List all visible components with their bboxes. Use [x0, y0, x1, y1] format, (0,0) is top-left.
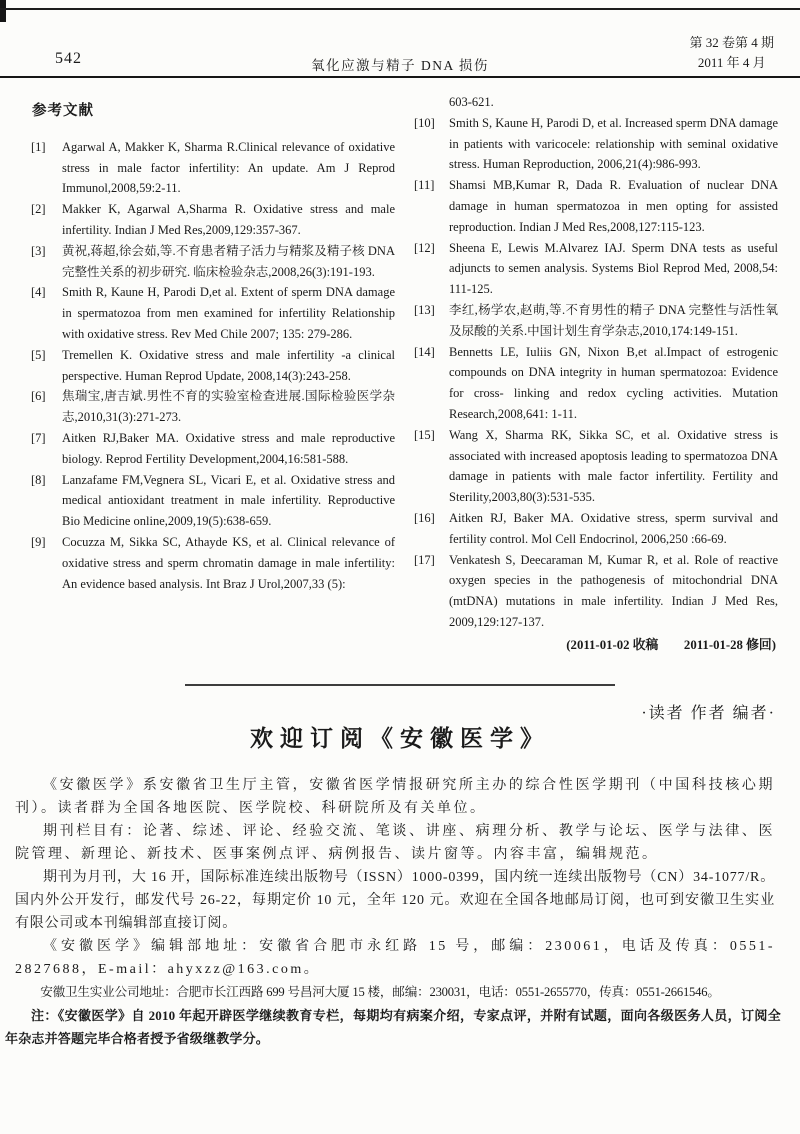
reference-text: Bennetts LE, Iuliis GN, Nixon B,et al.Impact of estrogenic compounds on DNA integrity in human spermatozoa: Evidence for cross- linking and redox cycling activities. Mutation Research,2008,641: 1-11.	[449, 344, 778, 421]
notice-paragraph: 注：《安徽医学》自 2010 年起开辟医学继续教育专栏，每期均有病案介绍，专家点评，并附有试题，面向各级医务人员，订阅全年杂志并答题完毕合格者授予省级继教学分。	[5, 1008, 781, 1046]
reference-number: [8]	[31, 472, 46, 487]
reference-text: Aitken RJ, Baker MA. Oxidative stress, sperm survival and fertility control. Mol Cell Endocrinol, 2006,250 :66-69.	[449, 510, 778, 546]
reference-item	[413, 550, 778, 633]
notice-paragraph: 期刊为月刊，大 16 开，国际标准连续出版物号（ISSN）1000-0399，国内统一连续出版物号（CN）34-1077/R。国内外公开发行，邮发代号 26-22，每期定价 10 元，全年 120 元。欢迎在全国各地邮局订阅，也可到安徽卫生实业有限公司或本刊编辑部直接订阅。	[15, 870, 775, 931]
reference-text: Venkatesh S, Deecaraman M, Kumar R, et al. Role of reactive oxygen species in the pathogenesis of mitochondrial DNA (mtDNA) mutations in male infertility. Indian J Med Res, 2009,129:127-137.	[449, 552, 778, 629]
reference-item	[413, 342, 778, 425]
header-rule	[0, 76, 800, 78]
reference-number: [2]	[31, 202, 46, 217]
notice-paragraph: 安徽卫生实业公司地址：合肥市长江西路 699 号昌河大厦 15 楼，邮编：230031，电话：0551-2655770，传真：0551-2661546。	[40, 985, 720, 999]
reference-text: Wang X, Sharma RK, Sikka SC, et al. Oxidative stress is associated with increased apoptosis leading to spermatozoa DNA damage in patients with male factor infertility. Fertility and Sterility,2003,80(3):531-535.	[449, 427, 778, 505]
reference-text: Smith S, Kaune H, Parodi D, et al. Increased sperm DNA damage in patients with varicocele: relationship with seminal oxidative stress. Human Reproduction, 2006,21(4):986-993.	[449, 115, 778, 172]
page-number: 542	[55, 50, 82, 67]
reference-number: [12]	[414, 240, 435, 255]
notice-body	[5, 774, 781, 1050]
reference-text: Aitken RJ,Baker MA. Oxidative stress and male reproductive biology. Reprod Fertility Development,2004,16:581-588.	[62, 430, 395, 466]
references-list-left	[30, 137, 395, 595]
reference-text: Tremellen K. Oxidative stress and male infertility -a clinical perspective. Human Reprod Update, 2008,14(3):243-258.	[62, 347, 395, 383]
reference-item	[30, 137, 395, 199]
reference-item	[30, 470, 395, 532]
reference-number: [17]	[414, 552, 435, 567]
reference-text: Smith R, Kaune H, Parodi D,et al. Extent of sperm DNA damage in spermatozoa from men examined for infertility Relationship with oxidative stress. Rev Med Chile 2007; 135: 279-286.	[62, 285, 395, 341]
reference-item	[30, 428, 395, 470]
reference-number: [4]	[31, 285, 46, 300]
references-list-right	[413, 92, 778, 633]
notice-paragraph: 《安徽医学》编辑部地址：安徽省合肥市永红路 15 号，邮编：230061，电话及传真：0551-2827688，E-mail：ahyxzz@163.com。	[15, 939, 775, 977]
reference-text: Lanzafame FM,Vegnera SL, Vicari E, et al. Oxidative stress and medical antioxidant treatment in male infertility. Reproductive Bio Medicine online,2009,19(5):638-659.	[62, 472, 395, 529]
issue-date: 2011 年 4 月	[697, 55, 766, 70]
references-left-column	[30, 92, 395, 656]
section-divider	[185, 684, 615, 686]
volume-issue: 第 32 卷第 4 期	[689, 35, 774, 50]
reference-text: Makker K, Agarwal A,Sharma R. Oxidative stress and male infertility. Indian J Med Res,2009,129:357-367.	[62, 202, 395, 237]
reference-text: Shamsi MB,Kumar R, Dada R. Evaluation of nuclear DNA damage in human spermatozoa in men opting for assisted reproduction. Indian J Med Res,2008,127:115-123.	[449, 178, 778, 234]
reference-item	[30, 282, 395, 344]
reference-item	[413, 113, 778, 175]
received-revised-note: (2011-01-02 收稿 2011-01-28 修回)	[566, 637, 776, 652]
reference-text: Cocuzza M, Sikka SC, Athayde KS, et al. Clinical relevance of oxidative stress and sperm chromatin damage in male infertility: An evidence based analysis. Int Braz J Urol,2007,33 (5):	[62, 534, 395, 591]
notice-paragraph: 《安徽医学》系安徽省卫生厅主管，安徽省医学情报研究所主办的综合性医学期刊（中国科技核心期刊）。读者群为全国各地医院、医学院校、科研院所及有关单位。	[15, 778, 775, 816]
reference-item	[413, 425, 778, 508]
reference-number: [9]	[31, 534, 46, 549]
reference-item	[413, 300, 778, 342]
reference-text: 李红,杨学农,赵萌,等.不育男性的精子 DNA 完整性与活性氧及尿酸的关系.中国计划生育学杂志,2010,174:149-151.	[449, 302, 778, 338]
reference-item	[413, 92, 778, 113]
reference-item	[413, 238, 778, 300]
reference-text: Sheena E, Lewis M.Alvarez IAJ. Sperm DNA tests as useful adjuncts to semen analysis. Systems Biol Reprod Med, 2008,54: 111-125.	[449, 240, 778, 297]
reference-number: [11]	[414, 178, 435, 193]
references-right-column	[413, 92, 778, 656]
reference-number: [1]	[31, 139, 46, 154]
reference-item	[30, 386, 395, 428]
top-rule	[0, 8, 800, 10]
reference-number: [13]	[414, 302, 435, 317]
reference-item	[30, 199, 395, 241]
reference-item	[30, 241, 395, 283]
references-heading: 参考文献	[32, 103, 94, 119]
reference-number: [5]	[31, 347, 46, 362]
reference-number: [7]	[31, 430, 46, 445]
reference-text: Agarwal A, Makker K, Sharma R.Clinical relevance of oxidative stress in male factor infertility: An update. Am J Reprod Immunol,2008,59:2-11.	[62, 139, 395, 196]
reference-text: 焦瑞宝,唐吉斌.男性不育的实验室检查进展.国际检验医学杂志,2010,31(3):271-273.	[62, 389, 395, 425]
reference-number: [15]	[414, 427, 435, 442]
reference-number: [14]	[414, 344, 435, 359]
column-label: ·读者 作者 编者·	[641, 705, 776, 722]
reference-item	[30, 345, 395, 387]
reference-text: 603-621.	[449, 95, 494, 109]
reference-number: [6]	[31, 389, 46, 404]
reference-item	[30, 532, 395, 594]
reference-item	[413, 175, 778, 237]
reference-number: [10]	[414, 115, 435, 130]
reference-number: [16]	[414, 510, 435, 525]
scan-artifact	[0, 0, 6, 22]
running-title: 氧化应激与精子 DNA 损伤	[311, 58, 489, 73]
notice-paragraph: 期刊栏目有：论著、综述、评论、经验交流、笔谈、讲座、病理分析、教学与论坛、医学与法律、医院管理、新理论、新技术、医事案例点评、病例报告、读片窗等。内容丰富，编辑规范。	[15, 824, 775, 862]
reference-text: 黄祝,蒋超,徐会茹,等.不育患者精子活力与精浆及精子核 DNA 完整性关系的初步研究. 临床检验杂志,2008,26(3):191-193.	[62, 243, 395, 279]
issue-info	[689, 33, 774, 73]
references-section	[30, 92, 778, 656]
notice-title: 欢迎订阅《安徽医学》	[250, 726, 550, 751]
reference-number: [3]	[31, 243, 46, 258]
reference-item	[413, 508, 778, 550]
